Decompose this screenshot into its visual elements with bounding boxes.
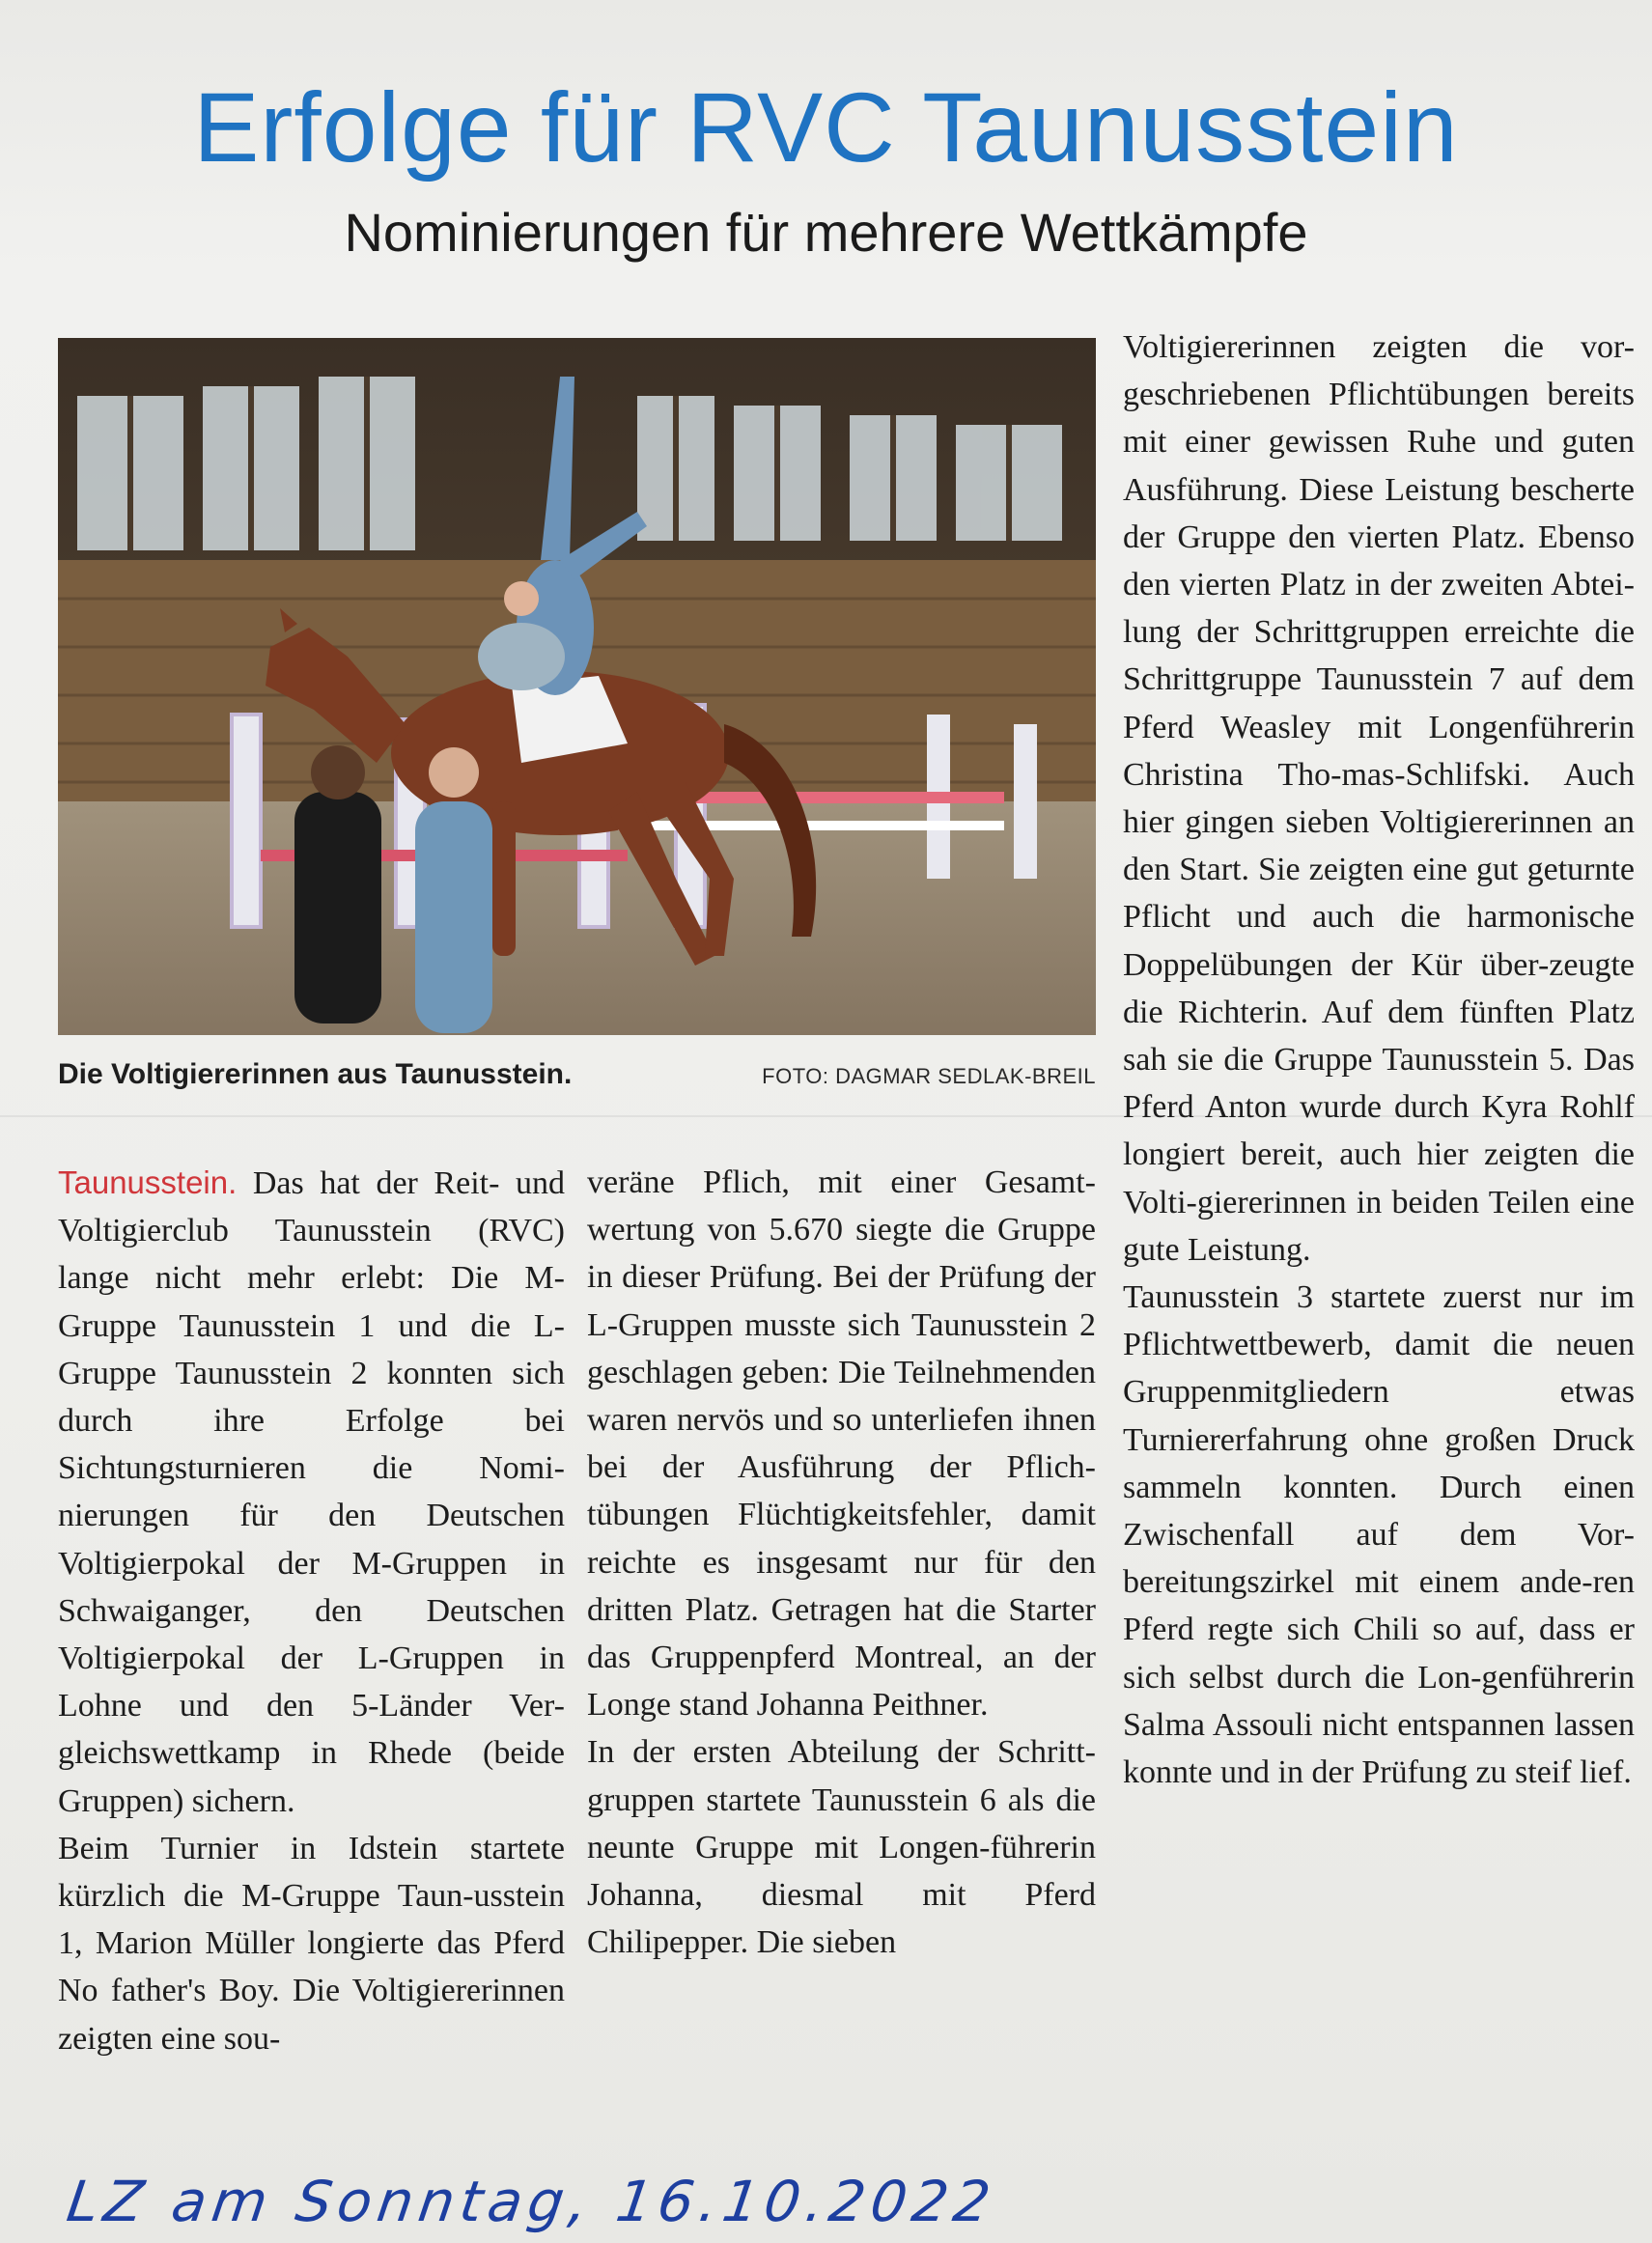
headline: Erfolge für RVC Taunusstein (193, 72, 1459, 182)
column-2-paragraph-1: veräne Pflich, mit einer Gesamt-wertung von 5.670 siegte die Gruppe in dieser Prüfung. Bei der Prüfung der L-Gruppen musste sich Taunusstein 2 geschlagen geben: Die Teilnehmenden waren nervös und so unterliefen ihnen bei der Ausführung der Pflich-tübungen Flüchtigkeitsfehler, damit reichte es insgesamt nur für den dritten Platz. Getragen hat die Starter das Gruppenpferd Montreal, an der Longe stand Johanna Peithner. (587, 1164, 1096, 1724)
handwritten-source-note: LZ am Sonntag, 16.10.2022 (63, 2169, 1000, 2234)
column-1-paragraph-1-text: Das hat der Reit- und Voltigierclub Taunusstein (RVC) lange nicht mehr erlebt: Die M-Gruppe Taunusstein 1 und die L-Gruppe Taunusstein 2 konnten sich durch ihre Erfolge bei Sichtungsturnieren die Nomi-nierungen für den Deutschen Voltigierpokal der M-Gruppen in Schwaiganger, den Deutschen Voltigierpokal der L-Gruppen in Lohne und den 5-Länder Ver-gleichswettkamp in Rhede (beide Gruppen) sichern. (58, 1165, 565, 1819)
photo-credit: FOTO: DAGMAR SEDLAK-BREIL (762, 1064, 1096, 1088)
article-column-2 (587, 1159, 1096, 1966)
photo-caption: Die Voltigiererinnen aus Taunusstein. (58, 1058, 573, 1090)
photo-caption-bar (58, 1052, 1096, 1101)
riding-hall-photo-illustration (58, 338, 1096, 1035)
dateline: Taunusstein. (58, 1164, 238, 1200)
subheadline: Nominierungen für mehrere Wettkämpfe (344, 202, 1308, 263)
column-2-paragraph-2: In der ersten Abteilung der Schritt-gruppen startete Taunusstein 6 als die neunte Gruppe mit Longen-führerin Johanna, diesmal mit Pferd Chilipepper. Die sieben (587, 1734, 1096, 1961)
column-3-paragraph-1: Voltigiererinnen zeigten die vor-geschriebenen Pflichtübungen bereits mit einer gewissen Ruhe und guten Ausführung. Diese Leistung bescherte der Gruppe den vierten Platz. Ebenso den vierten Platz in der zweiten Abtei-lung der Schrittgruppen erreichte die Schrittgruppe Taunusstein 7 auf dem Pferd Weasley mit Longenführerin Christina Tho-mas-Schlifski. Auch hier gingen sieben Voltigiererinnen an den Start. Sie zeigten eine gut geturnte Pflicht und auch die harmonische Doppelübungen der Kür über-zeugte die Richterin. Auf dem fünften Platz sah sie die Gruppe Taunusstein 5. Das Pferd Anton wurde durch Kyra Rohlf longiert bereit, auch hier zeigten die Volti-giererinnen in beiden Teilen eine gute Leistung. (1123, 329, 1635, 1268)
column-3-paragraph-2: Taunusstein 3 startete zuerst nur im Pflichtwettbewerb, damit die neuen Gruppenmitgliedern etwas Turniererfahrung ohne großen Druck sammeln konnten. Durch einen Zwischenfall auf dem Vor-bereitungszirkel mit einem ande-ren Pferd regte sich Chili so auf, dass er sich selbst durch die Lon-genführerin Salma Assouli nicht entspannen lassen konnte und in der Prüfung zu steif lief. (1123, 1279, 1635, 1791)
column-1-paragraph-2: Beim Turnier in Idstein startete kürzlich die M-Gruppe Taun-usstein 1, Marion Müller longierte das Pferd No father's Boy. Die Voltigiererinnen zeigten eine sou- (58, 1830, 565, 2057)
article-column-1 (58, 1159, 565, 2062)
article-photo (58, 338, 1096, 1035)
article-column-3 (1123, 323, 1635, 1796)
column-1-paragraph-1 (58, 1159, 565, 1825)
